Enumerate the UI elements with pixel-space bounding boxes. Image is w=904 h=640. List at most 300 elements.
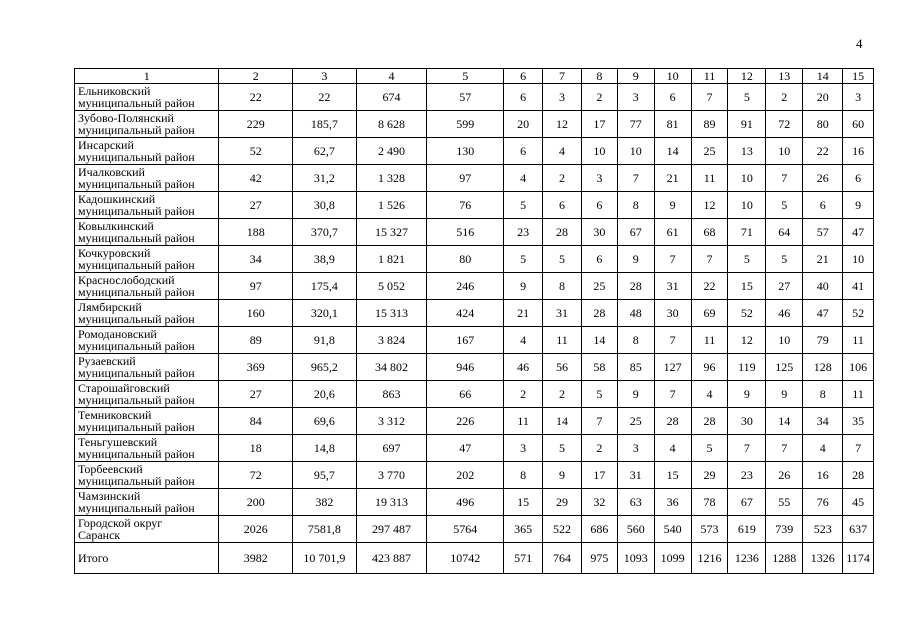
value-cell: 167 (427, 327, 504, 354)
district-name: Городской округ (78, 516, 163, 530)
district-name: Инсарский (78, 138, 134, 152)
value-cell: 28 (843, 462, 874, 489)
district-name-cell (75, 327, 219, 354)
value-cell: 175,4 (293, 273, 357, 300)
table-row (75, 273, 874, 300)
value-cell: 6 (803, 192, 843, 219)
value-cell: 10 (843, 246, 874, 273)
value-cell: 32 (582, 489, 618, 516)
value-cell: 69 (691, 300, 728, 327)
value-cell: 42 (219, 165, 293, 192)
value-cell: 21 (803, 246, 843, 273)
value-cell: 4 (803, 435, 843, 462)
table-row (75, 408, 874, 435)
value-cell: 60 (843, 111, 874, 138)
value-cell: 25 (691, 138, 728, 165)
value-cell: 29 (691, 462, 728, 489)
value-cell: 5 (543, 246, 582, 273)
value-cell: 97 (427, 165, 504, 192)
value-cell: 80 (427, 246, 504, 273)
table-row (75, 219, 874, 246)
value-cell: 185,7 (293, 111, 357, 138)
table-row (75, 327, 874, 354)
value-cell: 6 (843, 165, 874, 192)
value-cell: 47 (803, 300, 843, 327)
district-type: муниципальный район (78, 447, 195, 461)
value-cell: 57 (427, 84, 504, 111)
value-cell: 5 (504, 246, 543, 273)
district-name: Кочкуровский (78, 246, 151, 260)
total-value-cell: 1236 (728, 543, 766, 574)
value-cell: 77 (617, 111, 654, 138)
value-cell: 11 (691, 327, 728, 354)
district-type: Саранск (78, 528, 121, 542)
value-cell: 8 628 (356, 111, 427, 138)
value-cell: 7 (582, 408, 618, 435)
value-cell: 4 (691, 381, 728, 408)
value-cell: 52 (219, 138, 293, 165)
value-cell: 15 (728, 273, 766, 300)
value-cell: 47 (427, 435, 504, 462)
value-cell: 5 (766, 246, 803, 273)
total-value-cell: 10 701,9 (293, 543, 357, 574)
value-cell: 3 (617, 84, 654, 111)
value-cell: 56 (543, 354, 582, 381)
column-header: 6 (504, 69, 543, 84)
value-cell: 22 (803, 138, 843, 165)
value-cell: 14,8 (293, 435, 357, 462)
district-name-cell (75, 489, 219, 516)
value-cell: 89 (219, 327, 293, 354)
value-cell: 946 (427, 354, 504, 381)
value-cell: 370,7 (293, 219, 357, 246)
value-cell: 128 (803, 354, 843, 381)
district-name: Лямбирский (78, 300, 142, 314)
district-name: Ичалковский (78, 165, 145, 179)
value-cell: 4 (543, 138, 582, 165)
value-cell: 5764 (427, 516, 504, 543)
table-row (75, 138, 874, 165)
value-cell: 523 (803, 516, 843, 543)
value-cell: 8 (617, 192, 654, 219)
value-cell: 11 (843, 327, 874, 354)
total-value-cell: 571 (504, 543, 543, 574)
value-cell: 297 487 (356, 516, 427, 543)
value-cell: 7 (766, 165, 803, 192)
value-cell: 9 (654, 192, 691, 219)
value-cell: 7 (728, 435, 766, 462)
value-cell: 31 (617, 462, 654, 489)
column-header: 11 (691, 69, 728, 84)
table-row (75, 462, 874, 489)
district-type: муниципальный район (78, 474, 195, 488)
total-label: Итого (75, 543, 219, 574)
value-cell: 2 (543, 381, 582, 408)
value-cell: 30,8 (293, 192, 357, 219)
value-cell: 369 (219, 354, 293, 381)
value-cell: 125 (766, 354, 803, 381)
value-cell: 3 (543, 84, 582, 111)
value-cell: 12 (543, 111, 582, 138)
value-cell: 16 (843, 138, 874, 165)
value-cell: 4 (504, 165, 543, 192)
value-cell: 5 052 (356, 273, 427, 300)
total-value-cell: 423 887 (356, 543, 427, 574)
header-row (75, 69, 874, 84)
value-cell: 91,8 (293, 327, 357, 354)
value-cell: 9 (504, 273, 543, 300)
total-value-cell: 975 (582, 543, 618, 574)
district-name-cell (75, 516, 219, 543)
value-cell: 57 (803, 219, 843, 246)
value-cell: 7 (654, 327, 691, 354)
value-cell: 27 (219, 192, 293, 219)
value-cell: 3 (582, 165, 618, 192)
value-cell: 13 (728, 138, 766, 165)
value-cell: 12 (728, 327, 766, 354)
value-cell: 226 (427, 408, 504, 435)
district-name: Кадошкинский (78, 192, 156, 206)
value-cell: 10 (766, 138, 803, 165)
district-type: муниципальный район (78, 123, 195, 137)
district-name-cell (75, 165, 219, 192)
value-cell: 22 (293, 84, 357, 111)
value-cell: 4 (654, 435, 691, 462)
value-cell: 27 (766, 273, 803, 300)
value-cell: 45 (843, 489, 874, 516)
table-row (75, 300, 874, 327)
value-cell: 58 (582, 354, 618, 381)
value-cell: 16 (803, 462, 843, 489)
value-cell: 3 312 (356, 408, 427, 435)
total-value-cell: 1174 (843, 543, 874, 574)
value-cell: 15 327 (356, 219, 427, 246)
value-cell: 35 (843, 408, 874, 435)
value-cell: 52 (843, 300, 874, 327)
column-header: 9 (617, 69, 654, 84)
value-cell: 31 (543, 300, 582, 327)
value-cell: 20 (803, 84, 843, 111)
value-cell: 365 (504, 516, 543, 543)
value-cell: 30 (582, 219, 618, 246)
column-header: 8 (582, 69, 618, 84)
value-cell: 965,2 (293, 354, 357, 381)
table-row (75, 435, 874, 462)
district-name-cell (75, 192, 219, 219)
value-cell: 2 490 (356, 138, 427, 165)
district-name-cell (75, 246, 219, 273)
value-cell: 17 (582, 462, 618, 489)
value-cell: 1 821 (356, 246, 427, 273)
value-cell: 674 (356, 84, 427, 111)
value-cell: 31,2 (293, 165, 357, 192)
value-cell: 28 (582, 300, 618, 327)
value-cell: 20,6 (293, 381, 357, 408)
value-cell: 21 (654, 165, 691, 192)
total-value-cell: 1288 (766, 543, 803, 574)
value-cell: 34 (219, 246, 293, 273)
value-cell: 686 (582, 516, 618, 543)
column-header: 3 (293, 69, 357, 84)
value-cell: 14 (543, 408, 582, 435)
value-cell: 85 (617, 354, 654, 381)
value-cell: 739 (766, 516, 803, 543)
value-cell: 130 (427, 138, 504, 165)
value-cell: 52 (728, 300, 766, 327)
value-cell: 9 (617, 246, 654, 273)
value-cell: 637 (843, 516, 874, 543)
value-cell: 8 (803, 381, 843, 408)
value-cell: 41 (843, 273, 874, 300)
table-row (75, 84, 874, 111)
district-name: Ковылкинский (78, 219, 154, 233)
district-type: муниципальный район (78, 231, 195, 245)
value-cell: 5 (691, 435, 728, 462)
value-cell: 6 (543, 192, 582, 219)
value-cell: 8 (617, 327, 654, 354)
value-cell: 79 (803, 327, 843, 354)
value-cell: 63 (617, 489, 654, 516)
value-cell: 55 (766, 489, 803, 516)
value-cell: 27 (219, 381, 293, 408)
value-cell: 522 (543, 516, 582, 543)
value-cell: 84 (219, 408, 293, 435)
value-cell: 7581,8 (293, 516, 357, 543)
value-cell: 61 (654, 219, 691, 246)
value-cell: 2 (582, 435, 618, 462)
value-cell: 19 313 (356, 489, 427, 516)
value-cell: 80 (803, 111, 843, 138)
total-value-cell: 1093 (617, 543, 654, 574)
value-cell: 3 (504, 435, 543, 462)
value-cell: 6 (504, 84, 543, 111)
value-cell: 3 (843, 84, 874, 111)
value-cell: 22 (691, 273, 728, 300)
value-cell: 3 824 (356, 327, 427, 354)
district-type: муниципальный район (78, 420, 195, 434)
value-cell: 9 (728, 381, 766, 408)
value-cell: 8 (543, 273, 582, 300)
column-header: 7 (543, 69, 582, 84)
district-type: муниципальный район (78, 177, 195, 191)
value-cell: 91 (728, 111, 766, 138)
value-cell: 14 (766, 408, 803, 435)
table-row (75, 165, 874, 192)
table-row (75, 246, 874, 273)
column-header: 15 (843, 69, 874, 84)
value-cell: 46 (504, 354, 543, 381)
column-header: 12 (728, 69, 766, 84)
data-table (74, 68, 874, 574)
district-type: муниципальный район (78, 339, 195, 353)
value-cell: 28 (691, 408, 728, 435)
value-cell: 246 (427, 273, 504, 300)
value-cell: 36 (654, 489, 691, 516)
value-cell: 7 (617, 165, 654, 192)
value-cell: 76 (803, 489, 843, 516)
district-name: Старошайговский (78, 381, 170, 395)
value-cell: 72 (219, 462, 293, 489)
column-header: 1 (75, 69, 219, 84)
value-cell: 7 (843, 435, 874, 462)
value-cell: 160 (219, 300, 293, 327)
total-value-cell: 1216 (691, 543, 728, 574)
value-cell: 9 (766, 381, 803, 408)
total-value-cell: 1099 (654, 543, 691, 574)
table-row (75, 381, 874, 408)
district-type: муниципальный район (78, 285, 195, 299)
total-value-cell: 10742 (427, 543, 504, 574)
total-row (75, 543, 874, 574)
value-cell: 2 (543, 165, 582, 192)
value-cell: 1 526 (356, 192, 427, 219)
district-name-cell (75, 462, 219, 489)
value-cell: 540 (654, 516, 691, 543)
district-type: муниципальный район (78, 312, 195, 326)
value-cell: 81 (654, 111, 691, 138)
value-cell: 22 (219, 84, 293, 111)
district-name-cell (75, 138, 219, 165)
value-cell: 97 (219, 273, 293, 300)
value-cell: 26 (766, 462, 803, 489)
value-cell: 496 (427, 489, 504, 516)
value-cell: 31 (654, 273, 691, 300)
value-cell: 119 (728, 354, 766, 381)
value-cell: 200 (219, 489, 293, 516)
value-cell: 29 (543, 489, 582, 516)
value-cell: 76 (427, 192, 504, 219)
value-cell: 1 328 (356, 165, 427, 192)
district-name: Темниковский (78, 408, 152, 422)
value-cell: 38,9 (293, 246, 357, 273)
value-cell: 4 (504, 327, 543, 354)
table-header (75, 69, 874, 84)
value-cell: 573 (691, 516, 728, 543)
value-cell: 11 (843, 381, 874, 408)
value-cell: 66 (427, 381, 504, 408)
value-cell: 47 (843, 219, 874, 246)
district-name: Чамзинский (78, 489, 141, 503)
value-cell: 6 (504, 138, 543, 165)
column-header: 2 (219, 69, 293, 84)
value-cell: 14 (582, 327, 618, 354)
value-cell: 202 (427, 462, 504, 489)
value-cell: 2026 (219, 516, 293, 543)
value-cell: 6 (582, 192, 618, 219)
value-cell: 320,1 (293, 300, 357, 327)
value-cell: 9 (843, 192, 874, 219)
value-cell: 10 (582, 138, 618, 165)
value-cell: 28 (617, 273, 654, 300)
value-cell: 7 (691, 84, 728, 111)
district-type: муниципальный район (78, 258, 195, 272)
district-name: Рузаевский (78, 354, 136, 368)
district-name: Ромодановский (78, 327, 157, 341)
value-cell: 67 (728, 489, 766, 516)
district-name-cell (75, 408, 219, 435)
district-name-cell (75, 219, 219, 246)
district-type: муниципальный район (78, 150, 195, 164)
value-cell: 599 (427, 111, 504, 138)
district-name-cell (75, 354, 219, 381)
value-cell: 17 (582, 111, 618, 138)
value-cell: 2 (766, 84, 803, 111)
district-name-cell (75, 111, 219, 138)
column-header: 4 (356, 69, 427, 84)
value-cell: 10 (728, 165, 766, 192)
district-name: Торбеевский (78, 462, 143, 476)
value-cell: 127 (654, 354, 691, 381)
district-type: муниципальный район (78, 501, 195, 515)
value-cell: 619 (728, 516, 766, 543)
value-cell: 78 (691, 489, 728, 516)
value-cell: 23 (504, 219, 543, 246)
total-value-cell: 3982 (219, 543, 293, 574)
column-header: 14 (803, 69, 843, 84)
district-type: муниципальный район (78, 393, 195, 407)
value-cell: 95,7 (293, 462, 357, 489)
value-cell: 68 (691, 219, 728, 246)
value-cell: 7 (691, 246, 728, 273)
value-cell: 26 (803, 165, 843, 192)
value-cell: 11 (691, 165, 728, 192)
value-cell: 18 (219, 435, 293, 462)
value-cell: 697 (356, 435, 427, 462)
value-cell: 40 (803, 273, 843, 300)
value-cell: 28 (654, 408, 691, 435)
district-type: муниципальный район (78, 366, 195, 380)
value-cell: 11 (543, 327, 582, 354)
value-cell: 10 (617, 138, 654, 165)
page-number: 4 (856, 36, 863, 51)
district-name-cell (75, 273, 219, 300)
value-cell: 5 (582, 381, 618, 408)
table-row (75, 516, 874, 543)
value-cell: 23 (728, 462, 766, 489)
column-header: 5 (427, 69, 504, 84)
value-cell: 8 (504, 462, 543, 489)
value-cell: 72 (766, 111, 803, 138)
value-cell: 5 (728, 84, 766, 111)
value-cell: 25 (582, 273, 618, 300)
district-name: Ельниковский (78, 84, 151, 98)
value-cell: 71 (728, 219, 766, 246)
value-cell: 34 (803, 408, 843, 435)
value-cell: 21 (504, 300, 543, 327)
value-cell: 12 (691, 192, 728, 219)
value-cell: 6 (582, 246, 618, 273)
value-cell: 188 (219, 219, 293, 246)
value-cell: 5 (766, 192, 803, 219)
district-name-cell (75, 435, 219, 462)
value-cell: 863 (356, 381, 427, 408)
value-cell: 424 (427, 300, 504, 327)
value-cell: 20 (504, 111, 543, 138)
value-cell: 7 (654, 246, 691, 273)
value-cell: 6 (654, 84, 691, 111)
value-cell: 3 (617, 435, 654, 462)
value-cell: 229 (219, 111, 293, 138)
value-cell: 5 (728, 246, 766, 273)
value-cell: 7 (654, 381, 691, 408)
value-cell: 2 (504, 381, 543, 408)
column-header: 13 (766, 69, 803, 84)
table-body (75, 84, 874, 574)
value-cell: 9 (617, 381, 654, 408)
value-cell: 30 (728, 408, 766, 435)
value-cell: 28 (543, 219, 582, 246)
value-cell: 382 (293, 489, 357, 516)
